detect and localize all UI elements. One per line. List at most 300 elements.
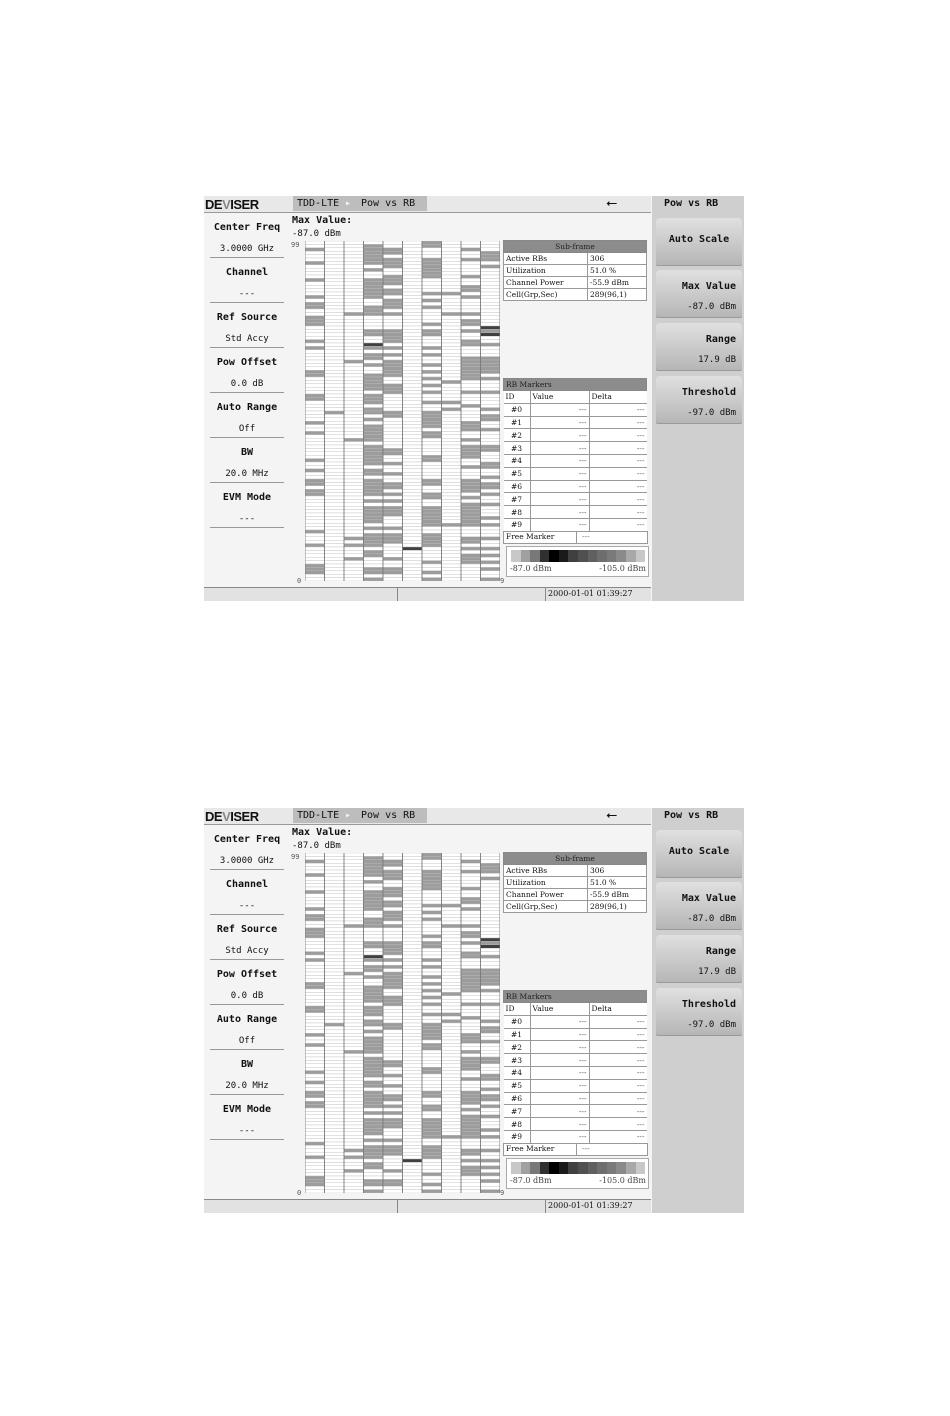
rb-cell xyxy=(403,873,423,876)
rb-cell xyxy=(422,289,442,292)
rb-cell xyxy=(403,1050,423,1053)
rb-cell xyxy=(325,360,345,363)
rb-cell xyxy=(383,1152,403,1155)
rb-cell xyxy=(461,353,481,356)
rb-cell xyxy=(364,459,384,462)
rb-cell xyxy=(344,353,364,356)
rb-cell xyxy=(422,914,442,917)
rb-cell xyxy=(422,544,442,547)
rb-cell xyxy=(442,1173,462,1176)
rb-cell xyxy=(461,1179,481,1182)
rb-marker-row[interactable] xyxy=(504,429,647,442)
rb-cell xyxy=(442,1145,462,1148)
rb-cell xyxy=(461,394,481,397)
rb-cell xyxy=(422,312,442,315)
rb-marker-value: --- xyxy=(530,403,589,416)
rb-cell xyxy=(442,574,462,577)
rb-cell xyxy=(305,255,325,258)
rb-cell xyxy=(481,428,501,431)
rb-cell xyxy=(325,992,345,995)
rb-cell xyxy=(442,958,462,961)
rb-cell xyxy=(442,1030,462,1033)
param-bw[interactable] xyxy=(206,1050,288,1095)
subframe-title: Sub-frame xyxy=(504,241,647,253)
rb-cell xyxy=(481,1067,501,1070)
rb-cell xyxy=(461,482,481,485)
rb-cell xyxy=(442,873,462,876)
max-value-label: Max Value: xyxy=(292,215,353,226)
rb-cell xyxy=(442,1020,462,1023)
rb-cell xyxy=(325,1091,345,1094)
rb-cell xyxy=(403,285,423,288)
threshold-key-value: -97.0 dBm xyxy=(687,1020,736,1030)
rb-marker-row[interactable] xyxy=(504,480,647,493)
param-channel[interactable] xyxy=(206,258,288,303)
rb-cell xyxy=(442,472,462,475)
range-button[interactable] xyxy=(656,323,742,371)
rb-cell xyxy=(383,1139,403,1142)
rb-cell xyxy=(403,391,423,394)
rb-cell xyxy=(325,401,345,404)
rb-cell xyxy=(344,958,364,961)
rb-marker-row[interactable] xyxy=(504,1118,647,1131)
rb-cell xyxy=(364,493,384,496)
rb-cell xyxy=(481,914,501,917)
rb-cell xyxy=(344,316,364,319)
tab-pow-vs-rb[interactable]: Pow vs RB xyxy=(361,810,416,821)
param-label: EVM Mode xyxy=(222,1104,272,1115)
rb-marker-row[interactable] xyxy=(504,442,647,455)
rb-cell xyxy=(461,884,481,887)
rb-cell xyxy=(344,523,364,526)
deviser-logo: DEVISER xyxy=(205,809,259,824)
tab-tdd-lte[interactable]: TDD-LTE xyxy=(297,810,340,821)
rb-cell xyxy=(364,360,384,363)
rb-cell xyxy=(403,506,423,509)
rb-cell xyxy=(344,931,364,934)
rb-cell xyxy=(344,1030,364,1033)
rb-cell xyxy=(481,285,501,288)
rb-cell xyxy=(344,1142,364,1145)
rb-cell xyxy=(481,1064,501,1067)
rb-cell xyxy=(325,520,345,523)
param-pow-offset[interactable] xyxy=(206,960,288,1005)
rb-cell xyxy=(403,431,423,434)
tab-pow-vs-rb[interactable]: Pow vs RB xyxy=(361,198,416,209)
rb-cell xyxy=(461,319,481,322)
rb-cell xyxy=(481,880,501,883)
rb-cell xyxy=(325,442,345,445)
rb-cell xyxy=(325,1040,345,1043)
rb-cell xyxy=(403,336,423,339)
rb-cell xyxy=(442,465,462,468)
rb-cell xyxy=(403,1139,423,1142)
rb-cell xyxy=(364,275,384,278)
rb-cell xyxy=(383,890,403,893)
rb-cell xyxy=(461,873,481,876)
rb-cell xyxy=(422,1006,442,1009)
rb-cell xyxy=(461,1047,481,1050)
rb-cell xyxy=(461,329,481,332)
rb-cell xyxy=(383,578,403,581)
rb-cell xyxy=(442,1135,462,1138)
legend-shade xyxy=(521,550,531,562)
rb-cell xyxy=(344,384,364,387)
rb-cell xyxy=(403,537,423,540)
threshold-button[interactable] xyxy=(656,988,742,1036)
rb-cell xyxy=(383,479,403,482)
subframe-row-value: 306 xyxy=(587,253,646,265)
rb-marker-delta: --- xyxy=(589,1105,647,1118)
range-button[interactable] xyxy=(656,935,742,983)
rb-cell xyxy=(383,452,403,455)
rb-marker-row[interactable] xyxy=(504,1079,647,1092)
rb-cell xyxy=(364,1105,384,1108)
rb-cell xyxy=(364,1176,384,1179)
rb-cell xyxy=(481,890,501,893)
rb-cell xyxy=(461,1040,481,1043)
rb-cell xyxy=(364,357,384,360)
tab-tdd-lte[interactable]: TDD-LTE xyxy=(297,198,340,209)
rb-cell xyxy=(442,411,462,414)
rb-cell xyxy=(364,1091,384,1094)
rb-cell xyxy=(403,462,423,465)
rb-cell xyxy=(344,1077,364,1080)
rb-marker-row[interactable] xyxy=(504,1066,647,1079)
rb-cell xyxy=(305,1118,325,1121)
rb-cell xyxy=(403,448,423,451)
rb-cell xyxy=(442,1101,462,1104)
rb-cell xyxy=(481,435,501,438)
rb-cell xyxy=(364,547,384,550)
rb-cell xyxy=(325,550,345,553)
rb-cell xyxy=(325,523,345,526)
rb-cell xyxy=(422,357,442,360)
param-bw[interactable] xyxy=(206,438,288,483)
rb-cell xyxy=(481,1016,501,1019)
rb-marker-id: #6 xyxy=(504,1092,531,1105)
rb-cell xyxy=(481,547,501,550)
status-cell-1 xyxy=(204,1200,398,1213)
rb-cell xyxy=(383,907,403,910)
rb-marker-row[interactable] xyxy=(504,493,647,506)
rb-cell xyxy=(344,306,364,309)
rb-cell xyxy=(481,1013,501,1016)
auto-scale-button[interactable] xyxy=(656,218,742,266)
rb-cell xyxy=(442,1132,462,1135)
rb-cell xyxy=(305,1186,325,1189)
rb-cell xyxy=(442,931,462,934)
rb-cell xyxy=(422,1162,442,1165)
rb-cell xyxy=(364,241,384,244)
color-scale-bar xyxy=(511,550,645,562)
rb-cell xyxy=(383,921,403,924)
rb-cell xyxy=(344,1108,364,1111)
rb-cell xyxy=(305,285,325,288)
rb-cell xyxy=(403,489,423,492)
rb-cell xyxy=(461,880,481,883)
rb-cell xyxy=(442,516,462,519)
param-auto-range[interactable] xyxy=(206,393,288,438)
rb-cell xyxy=(481,493,501,496)
rb-marker-row[interactable] xyxy=(504,1028,647,1041)
rb-cell xyxy=(383,1020,403,1023)
rb-cell xyxy=(383,989,403,992)
rb-cell xyxy=(461,969,481,972)
rb-cell xyxy=(325,1176,345,1179)
param-value: 20.0 MHz xyxy=(225,469,269,479)
rb-cell xyxy=(383,374,403,377)
rb-cell xyxy=(344,319,364,322)
rb-cell xyxy=(325,1003,345,1006)
param-ref-source[interactable] xyxy=(206,915,288,960)
rb-cell xyxy=(403,1033,423,1036)
rb-cell xyxy=(305,363,325,366)
rb-cell xyxy=(422,1020,442,1023)
rb-marker-delta: --- xyxy=(589,454,647,467)
rb-cell xyxy=(461,924,481,927)
max-value-button[interactable] xyxy=(656,882,742,930)
rb-cell xyxy=(305,353,325,356)
rb-cell xyxy=(305,880,325,883)
rb-cell xyxy=(422,513,442,516)
rb-cell xyxy=(461,527,481,530)
auto-scale-button[interactable] xyxy=(656,830,742,878)
rb-cell xyxy=(422,1111,442,1114)
rb-cell xyxy=(442,1088,462,1091)
subframe-row-value: 306 xyxy=(587,865,646,877)
param-center-freq[interactable] xyxy=(206,825,288,870)
param-channel[interactable] xyxy=(206,870,288,915)
rb-cell xyxy=(403,289,423,292)
rb-cell xyxy=(344,1020,364,1023)
rb-cell xyxy=(461,261,481,264)
rb-cell xyxy=(422,938,442,941)
rb-cell xyxy=(422,442,442,445)
rb-marker-row[interactable] xyxy=(504,454,647,467)
param-ref-source[interactable] xyxy=(206,303,288,348)
rb-marker-row[interactable] xyxy=(504,518,647,531)
rb-cell xyxy=(383,414,403,417)
rb-cell xyxy=(305,455,325,458)
rb-cell xyxy=(325,931,345,934)
rb-cell xyxy=(481,962,501,965)
rb-cell xyxy=(442,924,462,927)
rb-marker-id: #2 xyxy=(504,429,531,442)
rb-cell xyxy=(344,496,364,499)
rb-cell xyxy=(305,1047,325,1050)
rb-cell xyxy=(442,312,462,315)
rb-cell xyxy=(383,455,403,458)
rb-marker-row[interactable] xyxy=(504,506,647,519)
rb-cell xyxy=(442,421,462,424)
rb-cell xyxy=(461,302,481,305)
rb-marker-row[interactable] xyxy=(504,1092,647,1105)
rb-cell xyxy=(422,360,442,363)
rb-cell xyxy=(481,1139,501,1142)
rb-marker-row[interactable] xyxy=(504,416,647,429)
rb-cell xyxy=(481,952,501,955)
rb-marker-row[interactable] xyxy=(504,403,647,416)
rb-cell xyxy=(344,999,364,1002)
rb-cell xyxy=(442,955,462,958)
rb-cell xyxy=(325,1043,345,1046)
subframe-row-label: Cell(Grp,Sec) xyxy=(504,289,588,301)
rb-cell xyxy=(344,986,364,989)
rb-cell xyxy=(442,275,462,278)
rb-cell xyxy=(364,965,384,968)
rb-cell xyxy=(305,513,325,516)
free-marker-row[interactable] xyxy=(503,1143,648,1156)
rb-cell xyxy=(403,1074,423,1077)
rb-marker-row[interactable] xyxy=(504,1015,647,1028)
rb-cell xyxy=(364,554,384,557)
rb-cell xyxy=(422,1135,442,1138)
rb-cell xyxy=(305,282,325,285)
rb-cell xyxy=(364,425,384,428)
rb-cell xyxy=(383,350,403,353)
rb-cell xyxy=(344,346,364,349)
rb-cell xyxy=(305,904,325,907)
rb-marker-row[interactable] xyxy=(504,1041,647,1054)
rb-cell xyxy=(364,1156,384,1159)
rb-marker-delta: --- xyxy=(589,1028,647,1041)
rb-cell xyxy=(344,367,364,370)
rb-cell xyxy=(383,282,403,285)
rb-cell xyxy=(305,533,325,536)
rb-cell xyxy=(325,251,345,254)
rb-cell xyxy=(364,295,384,298)
rb-cell xyxy=(403,1162,423,1165)
rb-cell xyxy=(364,887,384,890)
rb-cell xyxy=(461,370,481,373)
threshold-key-label: Threshold xyxy=(681,387,736,398)
rb-cell xyxy=(442,408,462,411)
rb-cell xyxy=(344,1060,364,1063)
threshold-button[interactable] xyxy=(656,376,742,424)
param-pow-offset[interactable] xyxy=(206,348,288,393)
rb-cell xyxy=(461,986,481,989)
rb-cell xyxy=(383,941,403,944)
rb-cell xyxy=(344,1159,364,1162)
rb-cell xyxy=(383,1179,403,1182)
rb-cell xyxy=(442,1098,462,1101)
max-value-readout: -87.0 dBm xyxy=(292,841,341,851)
rb-cell xyxy=(403,1122,423,1125)
rb-cell xyxy=(442,289,462,292)
rb-cell xyxy=(461,448,481,451)
rb-cell xyxy=(442,340,462,343)
rb-cell xyxy=(325,496,345,499)
param-evm-mode[interactable] xyxy=(206,483,288,528)
rb-cell xyxy=(403,411,423,414)
rb-cell xyxy=(364,1033,384,1036)
rb-cell xyxy=(442,867,462,870)
rb-cell xyxy=(442,397,462,400)
rb-cell xyxy=(422,326,442,329)
rb-cell xyxy=(325,377,345,380)
rb-cell xyxy=(403,941,423,944)
rb-cell xyxy=(305,248,325,251)
param-center-freq[interactable] xyxy=(206,213,288,258)
rb-cell xyxy=(403,316,423,319)
rb-marker-delta: --- xyxy=(589,1041,647,1054)
rb-cell xyxy=(364,510,384,513)
rb-cell xyxy=(325,418,345,421)
rb-cell xyxy=(481,1156,501,1159)
rb-marker-row[interactable] xyxy=(504,467,647,480)
rb-marker-delta: --- xyxy=(589,493,647,506)
tab-separator: ▸ xyxy=(345,810,352,821)
rb-cell xyxy=(364,306,384,309)
rb-cell xyxy=(461,418,481,421)
param-auto-range[interactable] xyxy=(206,1005,288,1050)
rb-cell xyxy=(403,928,423,931)
rb-cell xyxy=(403,945,423,948)
rb-cell xyxy=(325,306,345,309)
rb-cell xyxy=(442,530,462,533)
rb-cell xyxy=(305,948,325,951)
rb-cell xyxy=(383,1111,403,1114)
rb-cell xyxy=(364,907,384,910)
rb-cell xyxy=(325,1101,345,1104)
rb-marker-row[interactable] xyxy=(504,1054,647,1067)
max-value-button[interactable] xyxy=(656,270,742,318)
rb-cell xyxy=(442,904,462,907)
rb-cell xyxy=(461,1190,481,1193)
param-label: Auto Range xyxy=(216,402,278,413)
rb-cell xyxy=(305,465,325,468)
rb-cell xyxy=(364,486,384,489)
rb-cell xyxy=(403,513,423,516)
rb-cell xyxy=(461,1074,481,1077)
rb-cell xyxy=(403,380,423,383)
rb-cell xyxy=(364,564,384,567)
rb-cell xyxy=(364,411,384,414)
rb-cell xyxy=(305,1142,325,1145)
rb-cell xyxy=(403,472,423,475)
rb-cell xyxy=(461,248,481,251)
free-marker-row[interactable] xyxy=(503,531,648,544)
rb-cell xyxy=(422,309,442,312)
rb-cell xyxy=(461,380,481,383)
rb-cell xyxy=(481,476,501,479)
rb-cell xyxy=(442,445,462,448)
rb-cell xyxy=(383,931,403,934)
rb-cell xyxy=(442,1152,462,1155)
rb-cell xyxy=(403,326,423,329)
param-evm-mode[interactable] xyxy=(206,1095,288,1140)
rb-cell xyxy=(461,387,481,390)
rb-cell xyxy=(461,384,481,387)
rb-cell xyxy=(422,557,442,560)
rb-cell xyxy=(364,1186,384,1189)
rb-cell xyxy=(305,340,325,343)
rb-cell xyxy=(364,1077,384,1080)
rb-marker-row[interactable] xyxy=(504,1130,647,1143)
rb-cell xyxy=(364,482,384,485)
rb-cell xyxy=(305,1026,325,1029)
rb-cell xyxy=(422,377,442,380)
rb-cell xyxy=(383,472,403,475)
rb-cell xyxy=(325,374,345,377)
rb-cell xyxy=(442,503,462,506)
rb-cell xyxy=(442,384,462,387)
rb-cell xyxy=(305,1094,325,1097)
rb-cell xyxy=(305,527,325,530)
rb-marker-value: --- xyxy=(530,442,589,455)
rb-marker-row[interactable] xyxy=(504,1105,647,1118)
